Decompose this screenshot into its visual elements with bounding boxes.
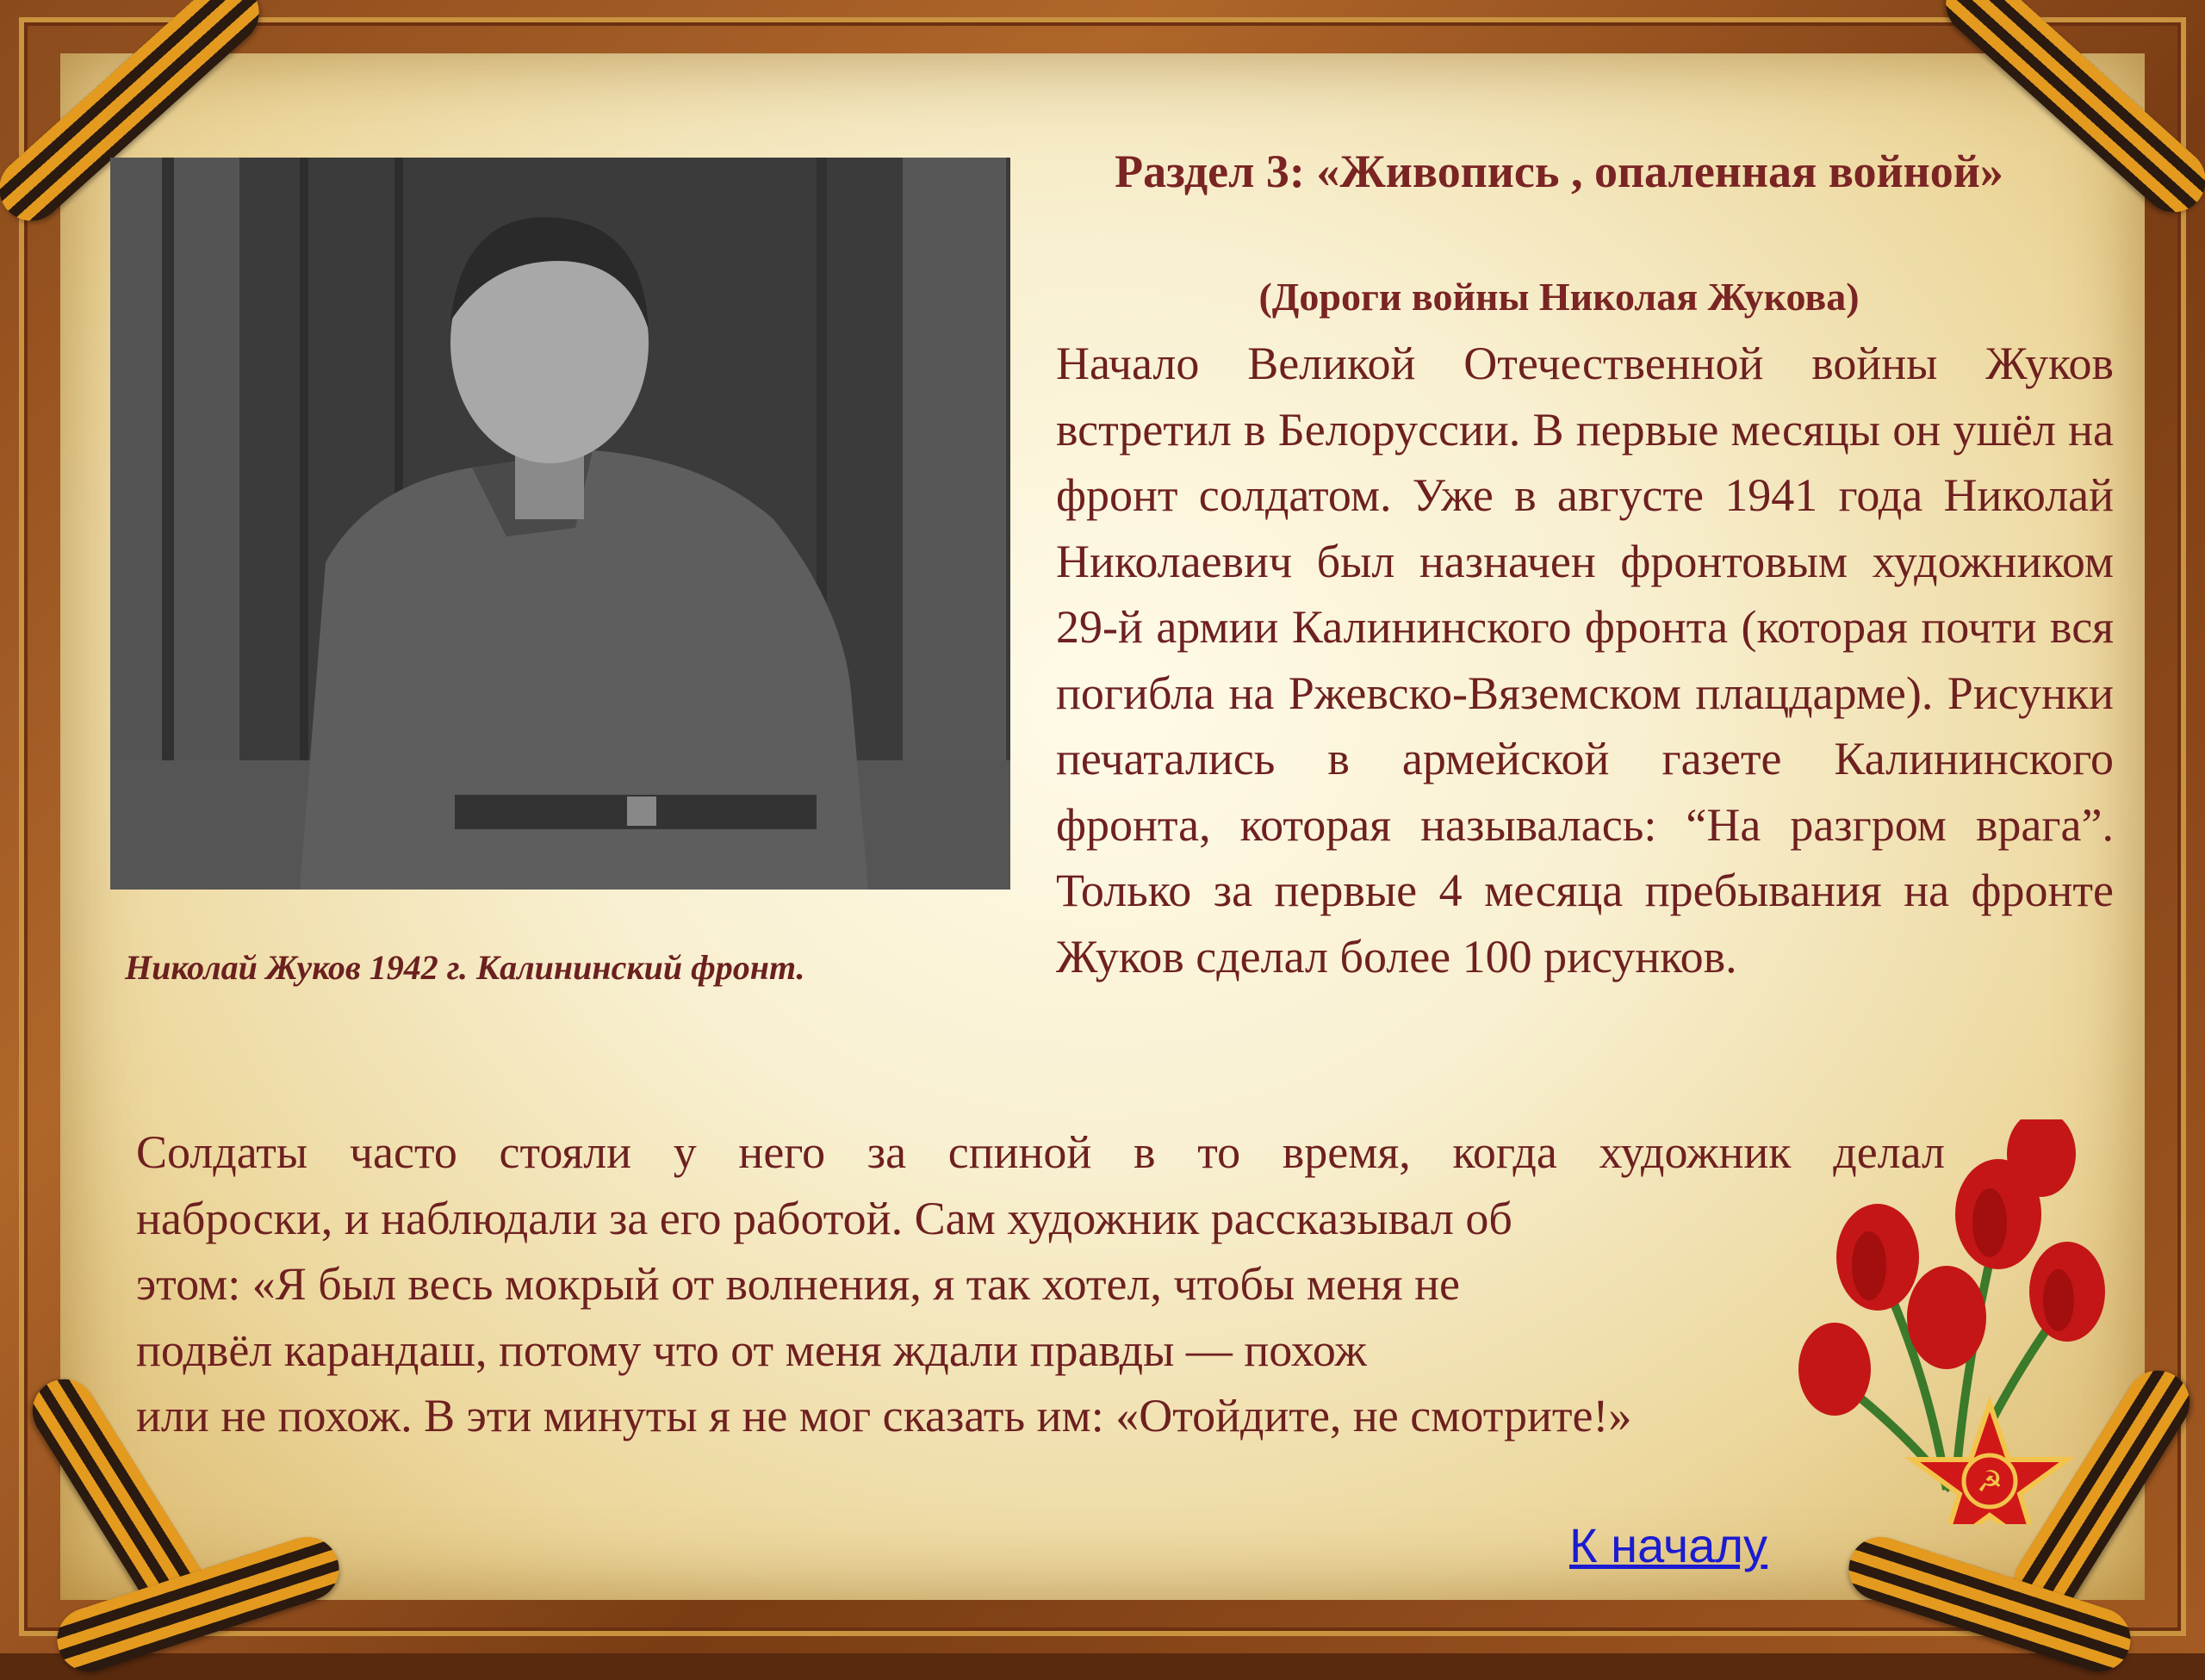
bottom-paragraph [136, 1119, 1945, 1449]
bottom-paragraph-line: наброски, и наблюдали за его работой. Сам художник рассказывал об [136, 1192, 1512, 1244]
section-title: Раздел 3: «Живопись , опаленная войной» [1115, 146, 2003, 197]
bottom-paragraph-line: или не похож. В эти минуты я не мог сказать им: «Отойдите, не смотрите!» [136, 1390, 1632, 1441]
svg-text:☭: ☭ [1976, 1465, 2003, 1499]
bottom-paragraph-line: Солдаты часто стояли у него за спиной в то время, когда художник делал [136, 1126, 1945, 1178]
bottom-paragraph-line: подвёл карандаш, потому что от меня ждали правды — похож [136, 1324, 1367, 1376]
red-tulips-decoration [1774, 1119, 2136, 1524]
main-paragraph: Начало Великой Отечественной войны Жуков встретил в Белоруссии. В первые месяцы он ушёл на фронт солдатом. Уже в августе 1941 года Николай Николаевич был назначен фронтовым художником 29-й армии Калининского фронта (которая почти вся погибла на Ржевско-Вяземском плацдарме). Рисунки печатались в армейской газете Калининского фронта, которая называлась: “На разгром врага”. Только за первые 4 месяца пребывания на фронте Жуков сделал более 100 рисунков. [1056, 338, 2114, 983]
photo-caption: Николай Жуков 1942 г. Калининский фронт. [125, 948, 805, 987]
portrait-photo [110, 158, 1010, 890]
home-link[interactable]: К началу [1569, 1518, 1768, 1572]
portrait-figure [110, 158, 1010, 890]
bottom-paragraph-line: этом: «Я был весь мокрый от волнения, я так хотел, чтобы меня не [136, 1258, 1460, 1310]
section-subtitle: (Дороги войны Николая Жукова) [1258, 275, 1860, 319]
